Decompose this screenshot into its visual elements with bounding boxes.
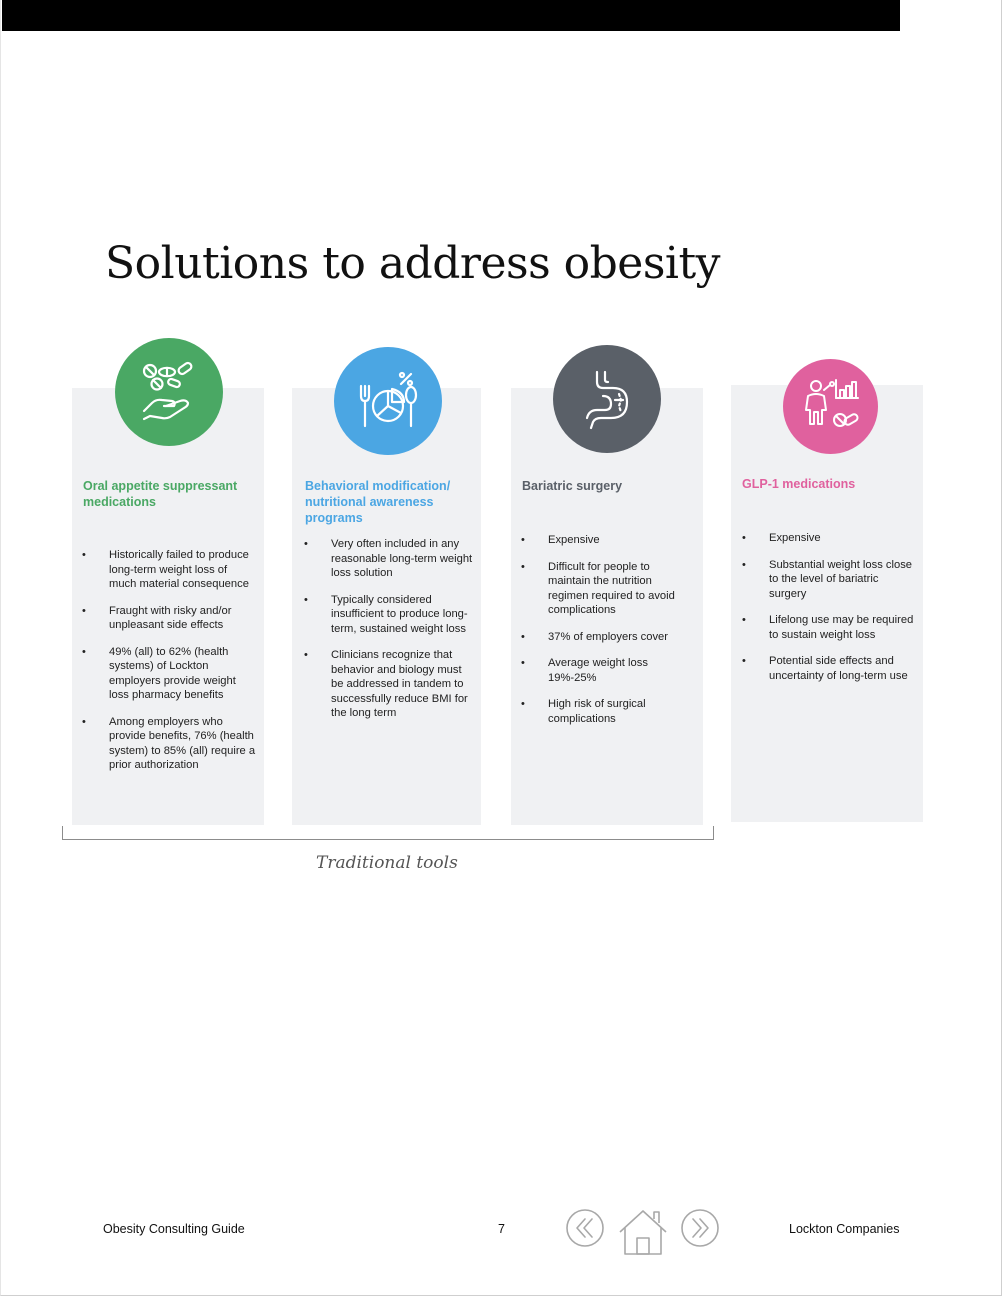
list-item: • Among employers who provide benefits, 76% (health system) to 85% (all) require a prior authorization	[82, 715, 257, 773]
list-item: • Very often included in any reasonable long-term weight loss solution	[304, 537, 476, 581]
card-oral-suppressants-bullets	[82, 548, 257, 785]
card-behavioral-heading: Behavioral modification/ nutritional awareness programs	[305, 479, 451, 525]
previous-page-button[interactable]	[565, 1208, 605, 1253]
page-number: 7	[498, 1222, 505, 1236]
list-item: • Fraught with risky and/or unpleasant side effects	[82, 604, 257, 633]
double-chevron-right-icon	[680, 1208, 720, 1248]
home-button[interactable]	[617, 1207, 669, 1262]
card-behavioral-bullets	[304, 537, 476, 733]
home-icon	[617, 1207, 669, 1257]
list-item: • Potential side effects and uncertainty of long-term use	[742, 654, 914, 683]
list-item: • Typically considered insufficient to produce long-term, sustained weight loss	[304, 593, 476, 637]
stomach-icon	[577, 366, 637, 432]
card-glp1-heading: GLP-1 medications	[742, 477, 856, 491]
list-item: • 49% (all) to 62% (health systems) of Lockton employers provide weight loss pharmacy benefits	[82, 645, 257, 703]
traditional-tools-bracket	[62, 826, 714, 840]
list-item: • Substantial weight loss close to the level of bariatric surgery	[742, 558, 914, 602]
card-oral-suppressants-icon-circle	[115, 338, 223, 446]
footer-document-title: Obesity Consulting Guide	[103, 1222, 245, 1236]
card-oral-suppressants-heading: Oral appetite suppressant medications	[83, 479, 238, 509]
list-item: • Difficult for people to maintain the nutrition regimen required to avoid complications	[521, 560, 693, 618]
next-page-button[interactable]	[680, 1208, 720, 1253]
card-glp1-bullets	[742, 531, 914, 695]
top-bar	[2, 0, 900, 31]
list-item: • Historically failed to produce long-term weight loss of much material consequence	[82, 548, 257, 592]
list-item: • Average weight loss 19%-25%	[521, 656, 693, 685]
card-bariatric-icon-circle	[553, 345, 661, 453]
page-title: Solutions to address obesity	[105, 238, 721, 289]
footer-company: Lockton Companies	[789, 1222, 900, 1236]
pills-hand-icon	[136, 359, 202, 425]
person-chart-pills-icon	[800, 376, 862, 438]
traditional-tools-label: Traditional tools	[316, 853, 458, 873]
card-bariatric-bullets	[521, 533, 693, 738]
card-behavioral-icon-circle	[334, 347, 442, 455]
card-bariatric-heading: Bariatric surgery	[522, 479, 623, 493]
list-item: • High risk of surgical complications	[521, 697, 693, 726]
list-item: • Clinicians recognize that behavior and biology must be addressed in tandem to successfully reduce BMI for the long term	[304, 648, 476, 721]
list-item: • Lifelong use may be required to sustain weight loss	[742, 613, 914, 642]
fork-plate-spoon-icon	[353, 368, 423, 434]
list-item: • 37% of employers cover	[521, 630, 693, 645]
list-item: • Expensive	[742, 531, 914, 546]
card-glp1-icon-circle	[783, 359, 878, 454]
double-chevron-left-icon	[565, 1208, 605, 1248]
list-item: • Expensive	[521, 533, 693, 548]
